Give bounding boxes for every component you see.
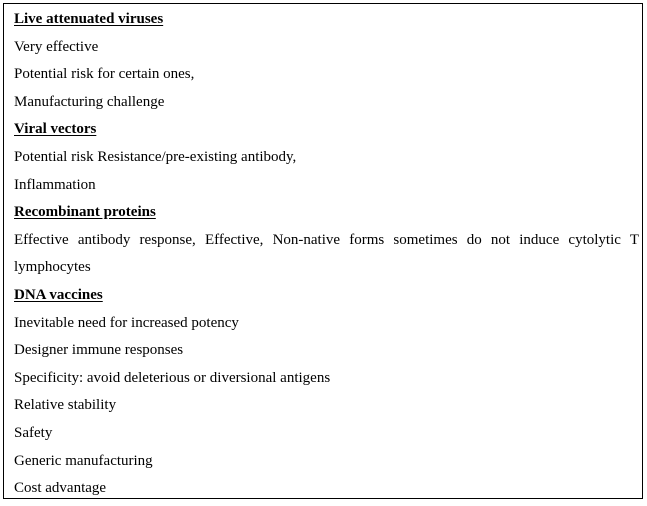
list-item: Potential risk for certain ones, (14, 66, 195, 83)
list-item: Inevitable need for increased potency (14, 314, 239, 331)
list-item: Relative stability (14, 397, 117, 414)
list-item: Specificity: avoid deleterious or diversional antigens (14, 369, 331, 386)
list-item: Cost advantage (14, 480, 107, 497)
list-item: Manufacturing challenge (14, 93, 165, 110)
section-heading-dna-vaccines: DNA vaccines (14, 286, 103, 303)
list-item: Generic manufacturing (14, 452, 153, 469)
list-item: Very effective (14, 38, 99, 55)
list-item: Inflammation (14, 176, 96, 193)
section-heading-viral-vectors: Viral vectors (14, 121, 97, 138)
section-heading-recombinant-proteins: Recombinant proteins (14, 204, 156, 221)
list-item: Potential risk Resistance/pre-existing antibody, (14, 148, 297, 165)
section-heading-live-attenuated-viruses: Live attenuated viruses (14, 11, 164, 27)
box-content (14, 6, 639, 503)
list-item: Safety (14, 424, 53, 441)
list-item: Effective antibody response, Effective, Non-native forms sometimes do not induce cytolytic T lymphocytes (14, 231, 639, 276)
list-item: Designer immune responses (14, 342, 184, 359)
vaccine-comparison-box (3, 3, 643, 499)
